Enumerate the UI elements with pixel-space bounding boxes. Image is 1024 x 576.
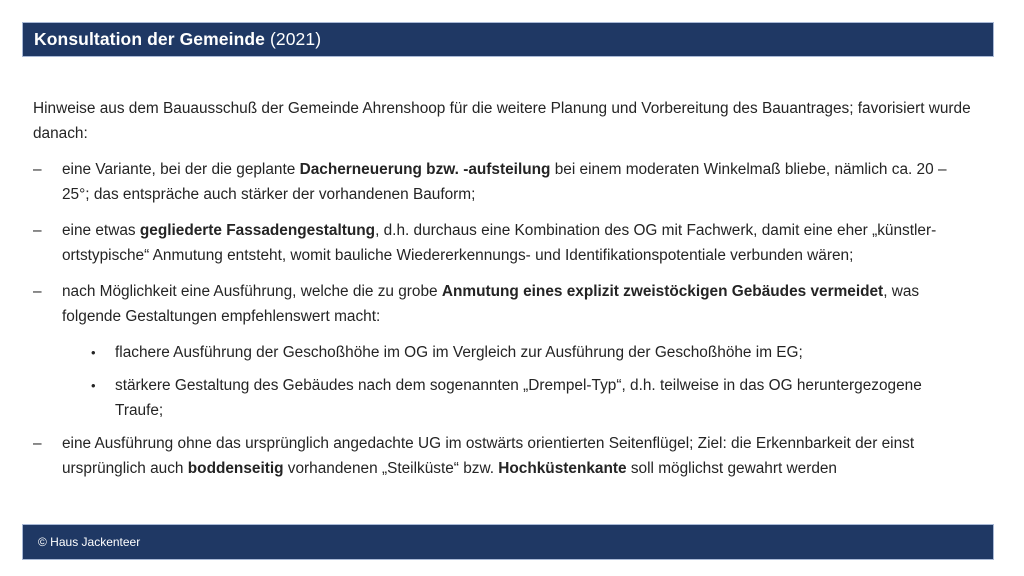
copyright-text: © Haus Jackenteer [38,535,141,549]
list-item [33,218,973,268]
title-bar [22,22,994,57]
list-item-text: flachere Ausführung der Geschoßhöhe im OG im Vergleich zur Ausführung der Geschoßhöhe im EG; [115,344,803,361]
list-item [33,373,973,423]
bullet-list [33,157,973,481]
list-item-text: stärkere Gestaltung des Gebäudes nach dem sogenannten „Drempel-Typ“, d.h. teilweise in das OG heruntergezogene Traufe; [115,377,922,419]
list-item-text: eine Variante, bei der die geplante Dacherneuerung bzw. -aufsteilung bei einem moderaten Winkelmaß bliebe, nämlich ca. 20 – 25°; das entspräche auch stärker der vorhandenen Bauform; [62,161,947,203]
list-item-text: nach Möglichkeit eine Ausführung, welche die zu grobe Anmutung eines explizit zweistöckigen Gebäudes vermeidet, was folgende Gestaltungen empfehlenswert macht: [62,283,920,325]
dash-bullet-marker: – [33,435,42,452]
list-item [33,340,973,365]
list-item-text: eine Ausführung ohne das ursprünglich angedachte UG im ostwärts orientierten Seitenflügel; Ziel: die Erkennbarkeit der einst ursprünglich auch boddenseitig vorhandenen „Steilküste“ bzw. Hochküstenkante soll möglichst gewahrt werden [62,435,915,477]
footer-bar [22,524,994,560]
list-item [33,157,973,207]
dash-bullet-marker: – [33,222,42,239]
page-title [34,29,321,50]
list-item [33,279,973,329]
dash-bullet-marker: – [33,283,42,300]
dash-bullet-marker: – [33,161,42,178]
list-item [33,431,973,481]
slide-body [33,96,973,492]
intro-paragraph: Hinweise aus dem Bauausschuß der Gemeinde Ahrenshoop für die weitere Planung und Vorbereitung des Bauantrages; favorisiert wurde danach: [33,100,971,142]
dot-bullet-marker: • [91,345,96,360]
dot-bullet-marker: • [91,378,96,393]
list-item-text: eine etwas gegliederte Fassadengestaltung, d.h. durchaus eine Kombination des OG mit Fachwerk, damit eine eher „künstler-ortstypische“ Anmutung entsteht, womit bauliche Wiedererkennungs- und Identifikationspotentiale verbunden wären; [62,222,937,264]
page-title-main: Konsultation der Gemeinde [34,29,265,49]
page-title-year: (2021) [265,29,322,49]
